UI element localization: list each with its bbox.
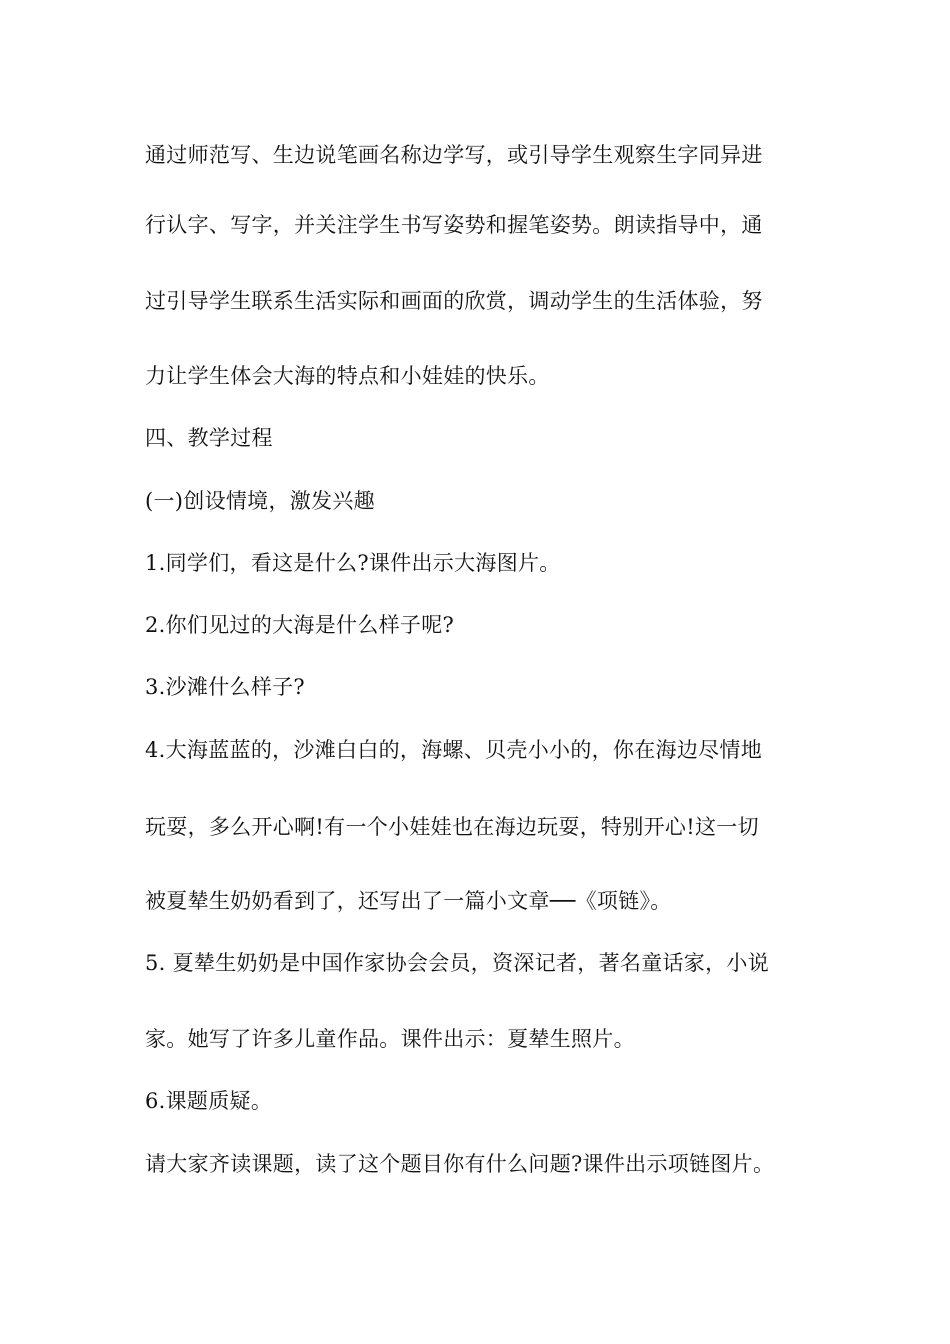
section-heading: 四、教学过程	[145, 426, 273, 450]
paragraph-line: 被夏辇生奶奶看到了，还写出了一篇小文章──《项链》。	[145, 889, 672, 913]
paragraph-line: 过引导学生联系生活实际和画面的欣赏，调动学生的生活体验，努	[145, 289, 763, 313]
list-item: 3.沙滩什么样子?	[145, 675, 305, 699]
paragraph-line: 家。她写了许多儿童作品。课件出示：夏辇生照片。	[145, 1027, 635, 1051]
list-item: 2.你们见过的大海是什么样子呢?	[145, 613, 455, 637]
paragraph-line: 行认字、写字，并关注学生书写姿势和握笔姿势。朗读指导中，通	[145, 213, 763, 237]
subsection-heading: (一)创设情境，激发兴趣	[145, 489, 375, 513]
paragraph-line: 请大家齐读课题，读了这个题目你有什么问题?课件出示项链图片。	[145, 1152, 775, 1176]
list-item: 6.课题质疑。	[145, 1089, 273, 1113]
paragraph-line: 通过师范写、生边说笔画名称边学写，或引导学生观察生字同异进	[145, 143, 763, 167]
paragraph-line: 玩耍，多么开心啊!有一个小娃娃也在海边玩耍，特别开心!这一切	[145, 815, 759, 839]
list-item: 5. 夏辇生奶奶是中国作家协会会员，资深记者，著名童话家，小说	[145, 951, 770, 975]
list-item: 1.同学们，看这是什么?课件出示大海图片。	[145, 551, 561, 575]
paragraph-line: 力让学生体会大海的特点和小娃娃的快乐。	[145, 364, 550, 388]
list-item: 4.大海蓝蓝的，沙滩白白的，海螺、贝壳小小的，你在海边尽情地	[145, 738, 763, 762]
